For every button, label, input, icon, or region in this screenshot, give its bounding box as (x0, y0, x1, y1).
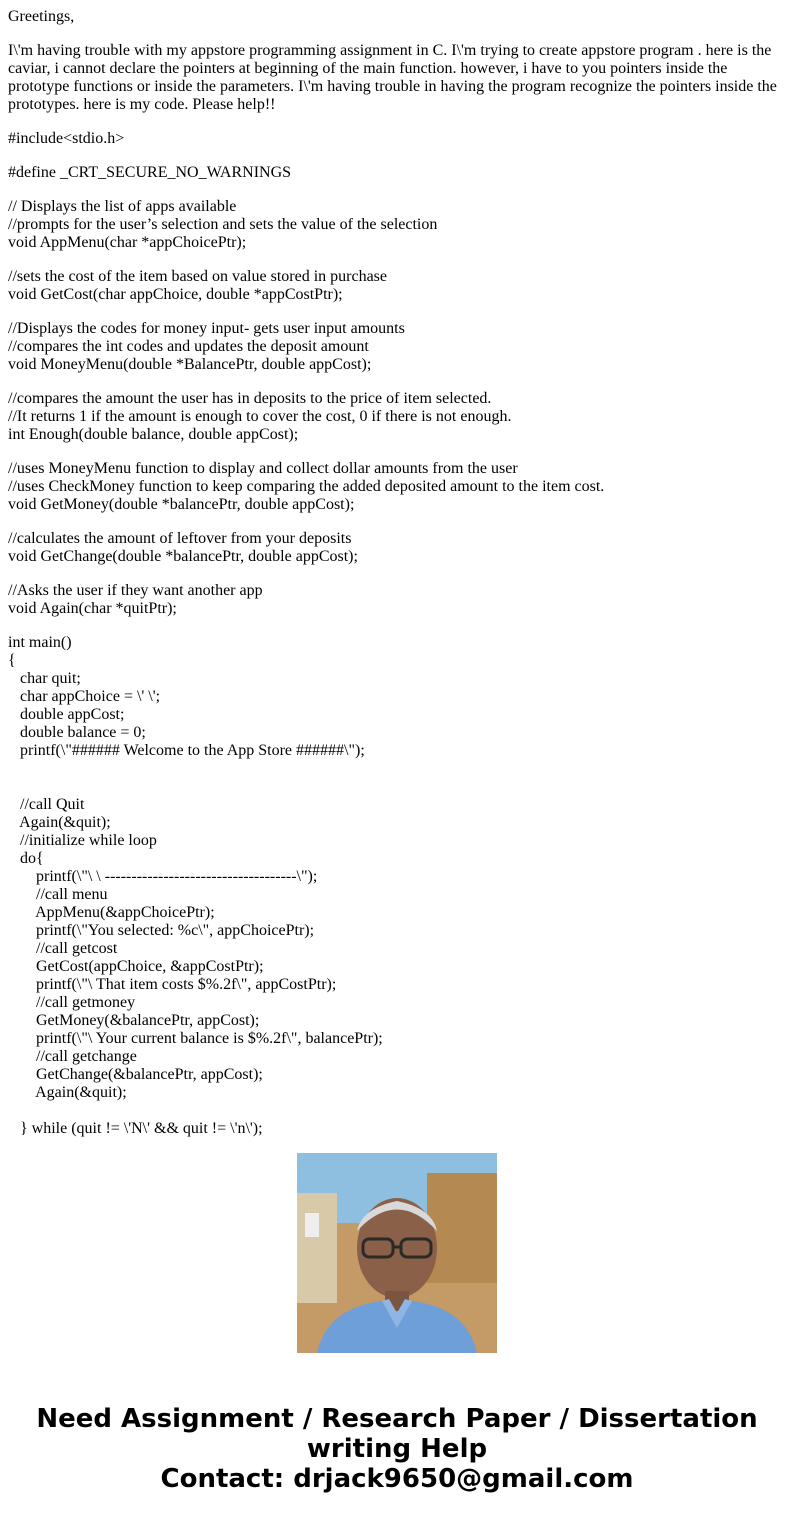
code-line: //Asks the user if they want another app (8, 582, 263, 599)
code-line: void GetMoney(double *balancePtr, double appCost); (8, 496, 355, 513)
greeting-text: Greetings, (8, 8, 75, 25)
code-line: int main() (8, 634, 72, 651)
question-intro: I\'m having trouble with my appstore programming assignment in C. I\'m trying to create appstore program . here is the caviar, i cannot declare the pointers at beginning of the main function. however, i have to you pointers inside the prototype functions or inside the parameters. I\'m having trouble in having the program recognize the pointers inside the prototypes. here is my code. Please help!! (8, 42, 777, 113)
code-block (8, 268, 786, 304)
code-block (8, 460, 786, 514)
code-line: } while (quit != \'N\' && quit != \'n\'); (8, 1120, 263, 1137)
code-block (8, 320, 786, 374)
code-line: //It returns 1 if the amount is enough to cover the cost, 0 if there is not enough. (8, 408, 512, 425)
author-avatar (297, 1153, 497, 1353)
code-line (8, 1102, 786, 1120)
code-block (8, 530, 786, 566)
code-line: void MoneyMenu(double *BalancePtr, double appCost); (8, 356, 372, 373)
code-line: printf(\"\ That item costs $%.2f\", appCostPtr); (8, 976, 337, 993)
code-block (8, 164, 786, 182)
code-line: GetChange(&balancePtr, appCost); (8, 1066, 263, 1083)
code-block (8, 198, 786, 252)
code-line: Again(&quit); (8, 1084, 127, 1101)
code-line: void GetChange(double *balancePtr, double appCost); (8, 548, 358, 565)
code-block (8, 582, 786, 618)
code-line: #define _CRT_SECURE_NO_WARNINGS (8, 164, 292, 181)
avatar-photo (297, 1153, 497, 1353)
code-line: void GetCost(char appChoice, double *appCostPtr); (8, 286, 343, 303)
code-listing (8, 130, 786, 1138)
code-line: AppMenu(&appChoicePtr); (8, 904, 215, 921)
code-line: double appCost; (8, 706, 125, 723)
code-line: printf(\"###### Welcome to the App Store ######\"); (8, 742, 365, 759)
code-line: //compares the int codes and updates the deposit amount (8, 338, 369, 355)
code-block (8, 390, 786, 444)
code-line: do{ (8, 850, 44, 867)
code-line: //call Quit (8, 796, 85, 813)
code-line: int Enough(double balance, double appCost); (8, 426, 299, 443)
code-line: printf(\"\ Your current balance is $%.2f\", balancePtr); (8, 1030, 383, 1047)
code-line: { (8, 652, 16, 669)
code-line: void Again(char *quitPtr); (8, 600, 177, 617)
code-line: Again(&quit); (8, 814, 111, 831)
code-block (8, 634, 786, 1138)
question-post (8, 8, 786, 1137)
banner-line-2: writing Help (306, 1434, 488, 1464)
code-line: char quit; (8, 670, 81, 687)
code-line: //call getcost (8, 940, 118, 957)
banner-line-1: Need Assignment / Research Paper / Dissertation (36, 1404, 758, 1434)
code-line: //uses CheckMoney function to keep comparing the added deposited amount to the item cost. (8, 478, 605, 495)
code-line: //call getchange (8, 1048, 137, 1065)
code-line: #include<stdio.h> (8, 130, 125, 147)
contact-email: Contact: drjack9650@gmail.com (160, 1464, 634, 1494)
code-line: //calculates the amount of leftover from your deposits (8, 530, 352, 547)
code-line: // Displays the list of apps available (8, 198, 237, 215)
code-line: //call menu (8, 886, 108, 903)
code-line: printf(\"You selected: %c\", appChoicePtr); (8, 922, 315, 939)
code-line: char appChoice = \' \'; (8, 688, 161, 705)
code-block (8, 130, 786, 148)
code-line: GetCost(appChoice, &appCostPtr); (8, 958, 264, 975)
code-line: //call getmoney (8, 994, 136, 1011)
code-line (8, 778, 786, 796)
code-line: double balance = 0; (8, 724, 146, 741)
code-line: //compares the amount the user has in deposits to the price of item selected. (8, 390, 492, 407)
code-line (8, 760, 786, 778)
code-line: //uses MoneyMenu function to display and collect dollar amounts from the user (8, 460, 518, 477)
code-line: GetMoney(&balancePtr, appCost); (8, 1012, 260, 1029)
code-line: //Displays the codes for money input- gets user input amounts (8, 320, 405, 337)
code-line: printf(\"\ \ ------------------------------------\"); (8, 868, 318, 885)
code-line: //initialize while loop (8, 832, 157, 849)
contact-banner (0, 1404, 794, 1494)
code-line: //sets the cost of the item based on value stored in purchase (8, 268, 388, 285)
code-line: void AppMenu(char *appChoicePtr); (8, 234, 247, 251)
code-line: //prompts for the user’s selection and sets the value of the selection (8, 216, 438, 233)
